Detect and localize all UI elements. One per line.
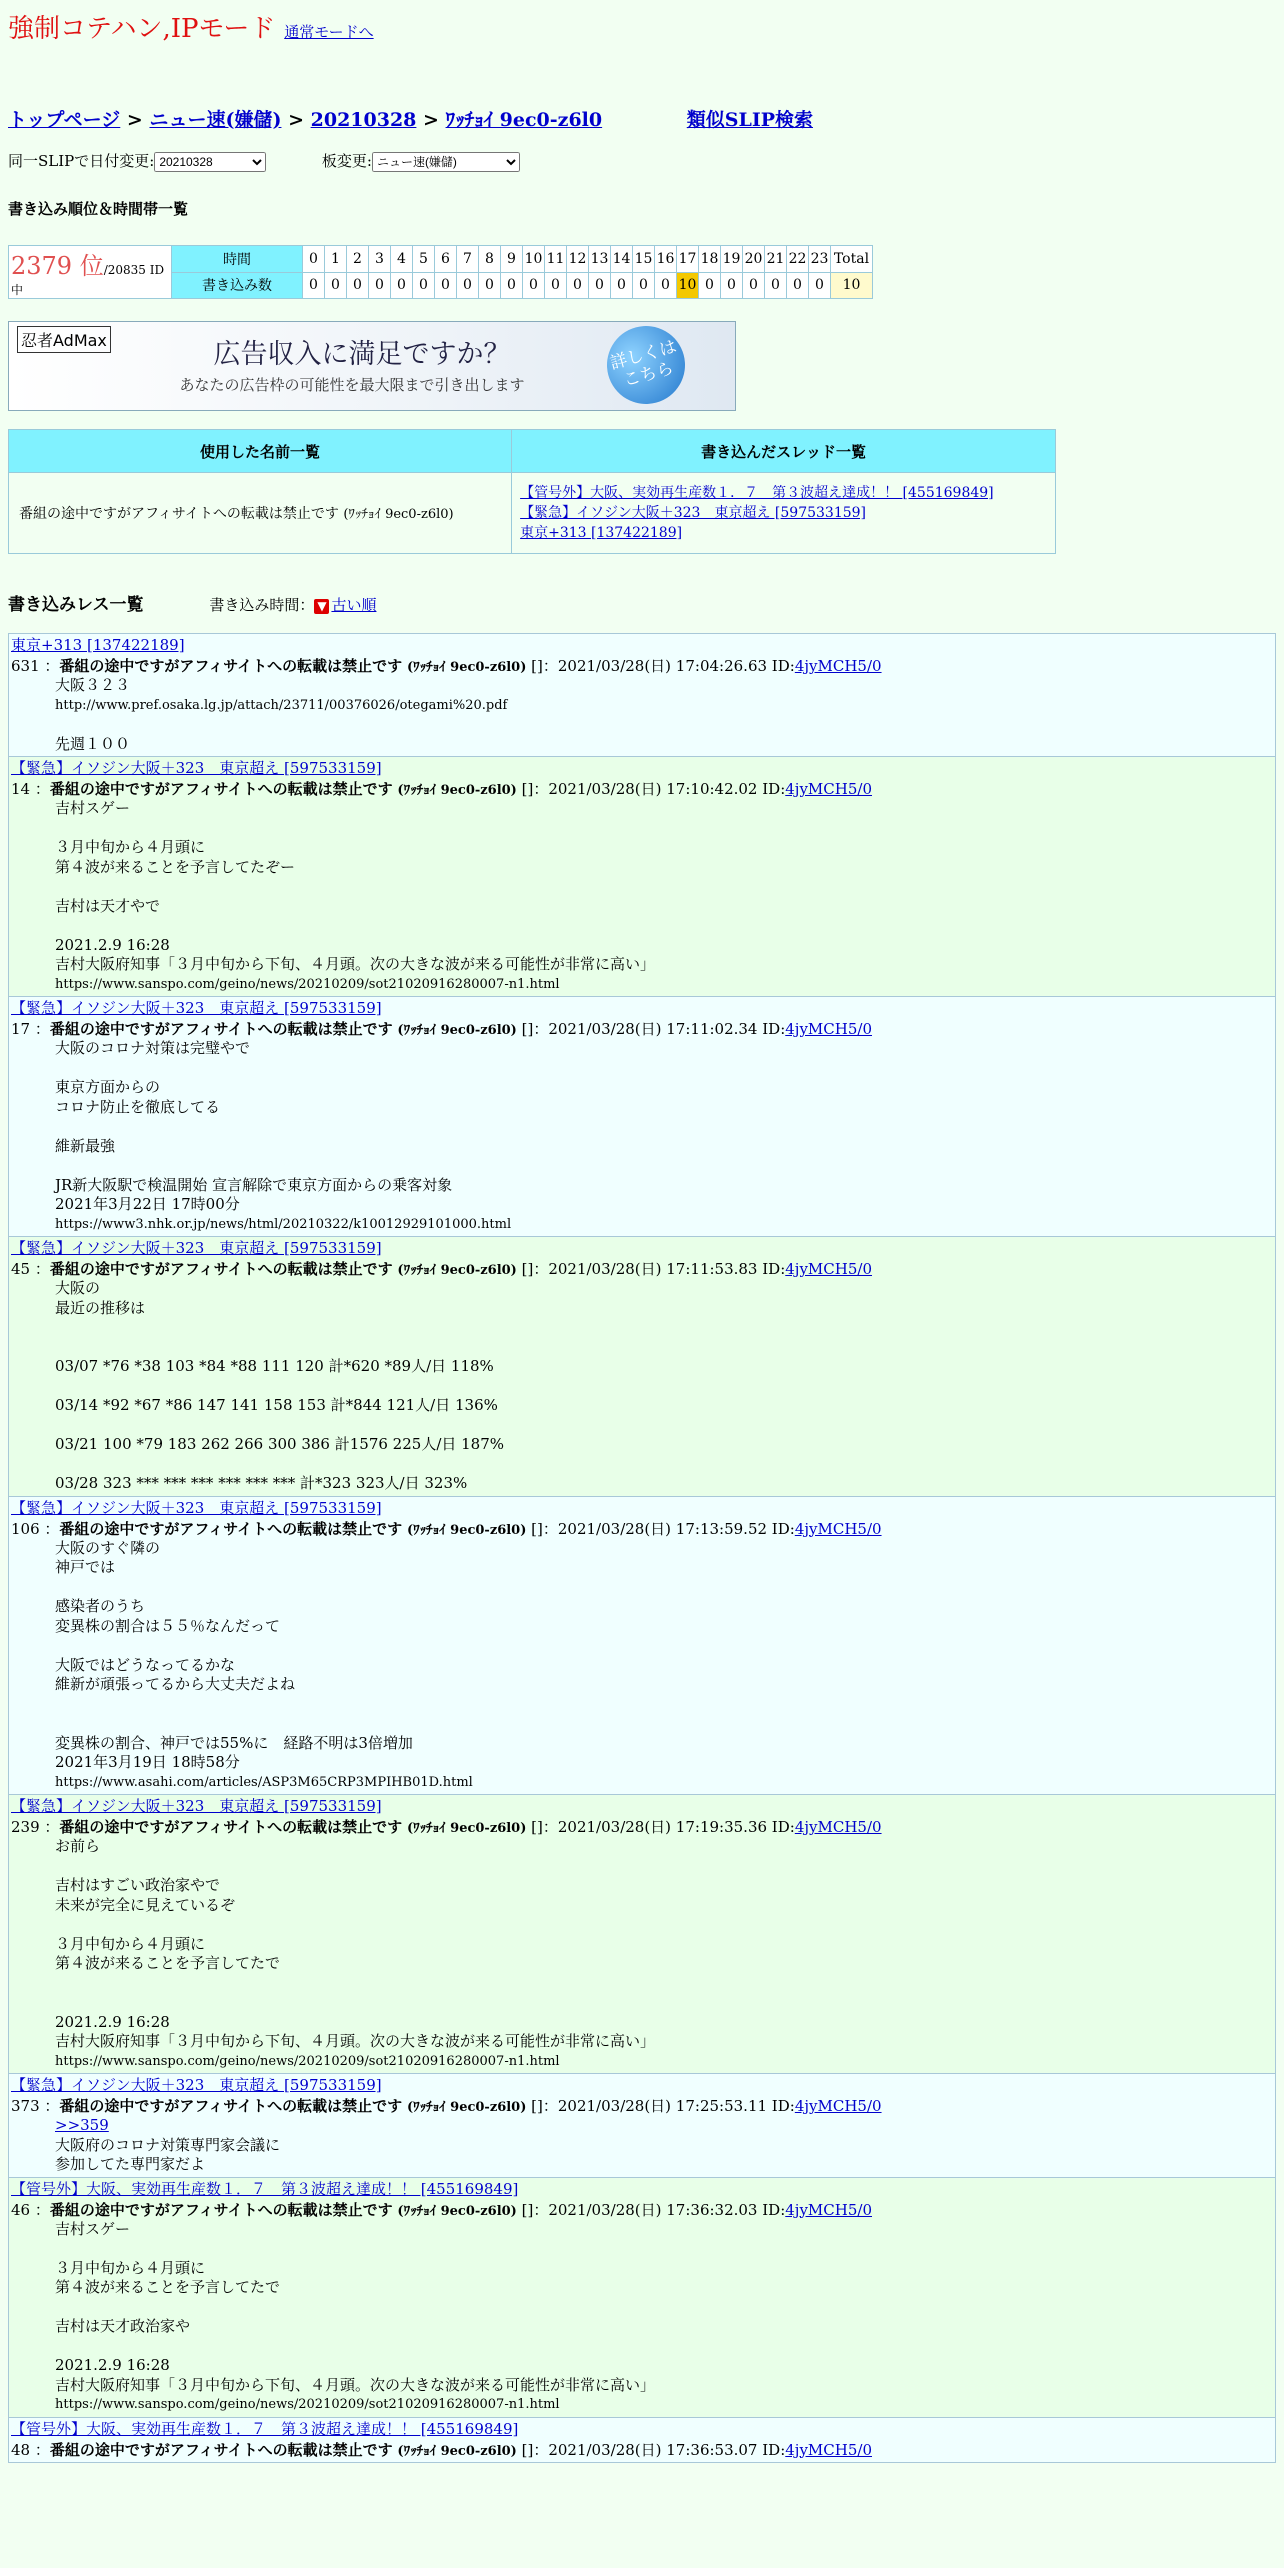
hour-count-cell: 0 [347, 272, 369, 299]
ad-logo: 忍者AdMax [17, 326, 111, 353]
post-line [55, 1416, 1273, 1436]
post-line: https://www.sanspo.com/geino/news/20210209/sot21020916280007-n1.html [55, 2397, 560, 2412]
hour-header-cell: 6 [435, 246, 457, 273]
post-header: 45 ：番組の途中ですがアフィサイトへの転載は禁止です (ﾜｯﾁｮｲ 9ec0-z6l0) []：2021/03/28(日) 17:11:53.83 ID:4jyMCH5/0 [11, 1260, 872, 1278]
breadcrumb-separator: > [288, 109, 304, 131]
hour-header-cell: 19 [721, 246, 743, 273]
hour-count-cell: 0 [589, 272, 611, 299]
post-line [55, 2337, 1273, 2357]
board-change-label: 板変更: [321, 152, 372, 170]
post-line: 維新が頑張ってるから大丈夫だよね [55, 1675, 296, 1693]
post-line: 03/28 323 *** *** *** *** *** *** 計*323 323人/日 323% [55, 1474, 468, 1492]
post-line: 吉村大阪府知事「３月中旬から下旬、４月頭。次の大きな波が来る可能性が非常に高い」 [55, 955, 656, 973]
post-line: 第４波が来ることを予言してたで [55, 2278, 281, 2296]
post-line: 2021.2.9 16:28 [55, 2012, 170, 2031]
post [8, 2418, 1276, 2463]
post-line: 吉村はすごい政治家やで [55, 1876, 221, 1894]
post-line [55, 1156, 1273, 1176]
post-line [55, 1636, 1273, 1656]
post-line: 変異株の割合は５５％なんだって [55, 1616, 281, 1635]
post-header: 17 ：番組の途中ですがアフィサイトへの転載は禁止です (ﾜｯﾁｮｲ 9ec0-z6l0) []：2021/03/28(日) 17:11:02.34 ID:4jyMCH5/0 [11, 1020, 872, 1038]
summary-table [8, 429, 1056, 554]
post-id-link[interactable]: 4jyMCH5/0 [794, 1519, 882, 1538]
breadcrumb-separator: > [423, 109, 439, 131]
threads-header: 書き込んだスレッド一覧 [512, 430, 1056, 473]
threads-cell [512, 473, 1056, 554]
post-line [55, 1993, 1273, 2013]
ad-subtext: あなたの広告枠の可能性を最大限まで引き出します [179, 376, 525, 394]
post-trip: (ﾜｯﾁｮｲ 9ec0-z6l0) [397, 2443, 517, 2459]
post-line: 03/21 100 *79 183 262 266 300 386 計1576 225人/日 187% [55, 1435, 505, 1453]
post-header: 631 ：番組の途中ですがアフィサイトへの転載は禁止です (ﾜｯﾁｮｲ 9ec0-z6l0) []：2021/03/28(日) 17:04:26.63 ID:4jyMCH5/0 [11, 657, 882, 675]
hour-header-cell: 14 [611, 246, 633, 273]
post-line: 感染者のうち [55, 1597, 146, 1615]
post-body [55, 1539, 1273, 1793]
post-name: 番組の途中ですがアフィサイトへの転載は禁止です [49, 780, 393, 798]
ranking-table [8, 245, 873, 299]
hour-count-cell: 0 [501, 272, 523, 299]
post-trip: (ﾜｯﾁｮｲ 9ec0-z6l0) [397, 1023, 517, 1038]
mode-title: 強制コテハン,IPモード [8, 14, 276, 44]
post-id-link[interactable]: 4jyMCH5/0 [785, 2200, 872, 2219]
hour-count-cell: 0 [391, 272, 413, 299]
post-line [55, 1318, 1273, 1338]
post-list [8, 633, 1276, 2463]
hour-count-cell: 0 [567, 272, 589, 299]
post-line: https://www.sanspo.com/geino/news/20210209/sot21020916280007-n1.html [55, 976, 560, 992]
post-header: 373 ：番組の途中ですがアフィサイトへの転載は禁止です (ﾜｯﾁｮｲ 9ec0-z6l0) []：2021/03/28(日) 17:25:53.11 ID:4jyMCH5/0 [11, 2097, 882, 2115]
hour-header-cell: 8 [479, 246, 501, 273]
post-body [55, 799, 1273, 994]
hour-count-cell: 0 [479, 272, 501, 299]
hour-header-cell: 2 [347, 246, 369, 273]
hour-count-cell: 0 [743, 272, 765, 299]
post-trip: (ﾜｯﾁｮｲ 9ec0-z6l0) [397, 783, 517, 798]
ad-banner[interactable] [8, 321, 736, 411]
post-id-link[interactable]: 4jyMCH5/0 [785, 1020, 872, 1038]
post-line [55, 1117, 1273, 1137]
post-thread-link[interactable]: 【管号外】大阪、実効再生産数１．７ 第３波超え達成！！ [455169849] [11, 2179, 519, 2198]
selectors [8, 150, 1276, 172]
post-line: 大阪のすぐ隣の [55, 1538, 161, 1557]
post-id-link[interactable]: 4jyMCH5/0 [794, 2097, 882, 2115]
similar-slip-search-link[interactable]: 類似SLIP検索 [686, 109, 813, 131]
post-name: 番組の途中ですがアフィサイトへの転載は禁止です [59, 1818, 403, 1836]
post-number: 14 [11, 780, 31, 798]
post-line: 最近の推移は [55, 1298, 146, 1317]
hour-count-cell: 0 [303, 272, 325, 299]
reply-anchor-link[interactable]: >>359 [55, 2116, 109, 2134]
post-thread-link[interactable]: 【緊急】イソジン大阪＋323 東京超え [597533159] [11, 2076, 382, 2094]
hour-count-cell: 0 [765, 272, 787, 299]
thread-link[interactable]: 【緊急】イソジン大阪＋323 東京超え [597533159] [520, 505, 867, 521]
post-date: []：2021/03/28(日) 17:11:53.83 ID: [521, 1260, 786, 1278]
post-body [55, 2116, 1273, 2175]
hour-header-cell: 23 [809, 246, 831, 273]
order-oldest-link[interactable]: 古い順 [331, 596, 377, 614]
post-thread-link[interactable]: 【緊急】イソジン大阪＋323 東京超え [597533159] [11, 1498, 382, 1517]
hour-count-cell: 0 [787, 272, 809, 299]
post-line [55, 819, 1273, 839]
post-line: 大阪３２３ [55, 676, 131, 694]
post-line [55, 1915, 1273, 1935]
hour-count-cell: 0 [699, 272, 721, 299]
breadcrumb-board[interactable]: ニュー速(嫌儲) [149, 109, 282, 131]
posts-title: 書き込みレス一覧 [8, 595, 144, 615]
post-thread-link[interactable]: 【緊急】イソジン大阪＋323 東京超え [597533159] [11, 1239, 382, 1257]
post-line [55, 2298, 1273, 2318]
breadcrumb [8, 105, 1276, 132]
post-name: 番組の途中ですがアフィサイトへの転載は禁止です [49, 1020, 393, 1038]
post-body [55, 1039, 1273, 1234]
post-header: 14 ：番組の途中ですがアフィサイトへの転載は禁止です (ﾜｯﾁｮｲ 9ec0-z6l0) []：2021/03/28(日) 17:10:42.02 ID:4jyMCH5/0 [11, 780, 872, 798]
post [8, 1795, 1276, 2074]
post-body [55, 676, 1273, 754]
post-line: 2021年3月22日 17時00分 [55, 1195, 240, 1213]
hour-count-cell: 0 [655, 272, 677, 299]
post-name: 番組の途中ですがアフィサイトへの転載は禁止です [59, 1519, 403, 1538]
board-select[interactable] [372, 152, 520, 172]
post-date: []：2021/03/28(日) 17:10:42.02 ID: [521, 780, 786, 798]
post-number: 48 [11, 2440, 31, 2459]
post-line [55, 1455, 1273, 1475]
post-thread-link[interactable]: 【緊急】イソジン大阪＋323 東京超え [597533159] [11, 759, 382, 777]
post-line: 03/07 *76 *38 103 *84 *88 111 120 計*620 *89人/日 118% [55, 1357, 494, 1375]
post [8, 1497, 1276, 1796]
hour-count-cell: 0 [633, 272, 655, 299]
post-line: 2021年3月19日 18時58分 [55, 1753, 240, 1771]
post-line [55, 2239, 1273, 2259]
hour-count-cell: 0 [325, 272, 347, 299]
post-id-link[interactable]: 4jyMCH5/0 [785, 780, 872, 798]
hour-header-cell: 12 [567, 246, 589, 273]
hour-header-cell: 20 [743, 246, 765, 273]
date-select[interactable] [154, 152, 266, 172]
post-line: 変異株の割合、神戸では55%に 経路不明は3倍増加 [55, 1733, 413, 1752]
post-line: 大阪のコロナ対策は完璧やで [55, 1039, 251, 1057]
post-line [55, 1714, 1273, 1734]
post-line [55, 916, 1273, 936]
post-line: 2021.2.9 16:28 [55, 2356, 170, 2374]
used-name: 番組の途中ですがアフィサイトへの転載は禁止です [19, 506, 339, 522]
rank-value: 2379 位 [11, 252, 104, 280]
hour-count-cell: 0 [435, 272, 457, 299]
post-number: 239 [11, 1818, 40, 1836]
post-date: []：2021/03/28(日) 17:11:02.34 ID: [521, 1020, 786, 1038]
post-date: []：2021/03/28(日) 17:36:53.07 ID: [521, 2440, 786, 2459]
hour-header-cell: 11 [545, 246, 567, 273]
post-line: 2021.2.9 16:28 [55, 935, 170, 954]
post [8, 997, 1276, 1237]
post-id-link[interactable]: 4jyMCH5/0 [785, 1260, 872, 1278]
count-row-label: 書き込み数 [172, 272, 303, 299]
breadcrumb-separator: > [126, 109, 143, 131]
hour-header-cell: 7 [457, 246, 479, 273]
post-trip: (ﾜｯﾁｮｲ 9ec0-z6l0) [397, 1263, 517, 1278]
post-line: http://www.pref.osaka.lg.jp/attach/23711/00376026/otegami%20.pdf [55, 697, 508, 713]
order-control [209, 596, 376, 614]
post-header: 48 ：番組の途中ですがアフィサイトへの転載は禁止です (ﾜｯﾁｮｲ 9ec0-z6l0) []：2021/03/28(日) 17:36:53.07 ID:4jyMCH5/0 [11, 2440, 872, 2459]
post-date: []：2021/03/28(日) 17:04:26.63 ID: [531, 657, 795, 675]
post-line [55, 715, 1273, 735]
hour-header-cell: 4 [391, 246, 413, 273]
hour-header-cell: 10 [523, 246, 545, 273]
used-trip: (ﾜｯﾁｮｲ 9ec0-z6l0) [343, 507, 454, 522]
hour-count-cell: 10 [831, 272, 873, 299]
hour-count-cell: 0 [545, 272, 567, 299]
post-line [55, 1857, 1273, 1877]
post-trip: (ﾜｯﾁｮｲ 9ec0-z6l0) [397, 2203, 517, 2219]
name-cell [9, 473, 512, 554]
post-line: 03/14 *92 *67 *86 147 141 158 153 計*844 121人/日 136% [55, 1396, 498, 1414]
post-thread-link[interactable]: 【緊急】イソジン大阪＋323 東京超え [597533159] [11, 999, 382, 1017]
post-line: ３月中旬から４月頭に [55, 2258, 206, 2277]
hour-header-cell: 15 [633, 246, 655, 273]
post-line: 参加してた専門家だよ [55, 2155, 206, 2173]
post-trip: (ﾜｯﾁｮｲ 9ec0-z6l0) [406, 660, 527, 675]
post-line: ３月中旬から４月頭に [55, 1934, 206, 1953]
normal-mode-link[interactable]: 通常モードへ [284, 23, 374, 41]
post-date: []：2021/03/28(日) 17:13:59.52 ID: [531, 1519, 795, 1538]
names-header: 使用した名前一覧 [9, 430, 512, 473]
post-line: 吉村スゲー [55, 2219, 131, 2238]
post [8, 634, 1276, 757]
post-line: お前ら [55, 1837, 101, 1855]
hour-header-cell: Total [831, 246, 873, 273]
post-line: 吉村スゲー [55, 799, 131, 817]
post-line: 大阪の [55, 1279, 101, 1297]
post-line: 吉村大阪府知事「３月中旬から下旬、４月頭。次の大きな波が来る可能性が非常に高い」 [55, 2032, 656, 2050]
post-header: 106 ：番組の途中ですがアフィサイトへの転載は禁止です (ﾜｯﾁｮｲ 9ec0-z6l0) []：2021/03/28(日) 17:13:59.52 ID:4jyMCH5/0 [11, 1519, 882, 1538]
post-line [55, 877, 1273, 897]
hour-header-cell: 17 [677, 246, 699, 273]
post-line [55, 1578, 1273, 1598]
mode-header [8, 8, 1276, 45]
post-thread-link[interactable]: 東京+313 [137422189] [11, 636, 185, 654]
rank-total: /20835 ID中 [11, 263, 165, 297]
post-body [55, 2220, 1273, 2415]
post [8, 2178, 1276, 2418]
post-line [55, 1059, 1273, 1079]
post-id-link[interactable]: 4jyMCH5/0 [794, 1818, 882, 1836]
post-header: 239 ：番組の途中ですがアフィサイトへの転載は禁止です (ﾜｯﾁｮｲ 9ec0-z6l0) []：2021/03/28(日) 17:19:35.36 ID:4jyMCH5/0 [11, 1818, 882, 1836]
post [8, 2074, 1276, 2178]
post-line: 大阪ではどうなってるかな [55, 1655, 236, 1674]
post-id-link[interactable]: 4jyMCH5/0 [785, 2440, 872, 2459]
post [8, 757, 1276, 997]
post-id-link[interactable]: 4jyMCH5/0 [794, 657, 882, 675]
hour-header-cell: 3 [369, 246, 391, 273]
ad-headline: 広告収入に満足ですか？ [213, 339, 511, 370]
post-trip: (ﾜｯﾁｮｲ 9ec0-z6l0) [406, 1821, 527, 1836]
hour-header-cell: 1 [325, 246, 347, 273]
hour-header-cell: 9 [501, 246, 523, 273]
post-body [55, 1279, 1273, 1494]
post-number: 373 [11, 2097, 40, 2115]
post-number: 46 [11, 2200, 31, 2219]
post-date: []：2021/03/28(日) 17:19:35.36 ID: [531, 1818, 795, 1836]
hour-count-cell: 0 [369, 272, 391, 299]
thread-link[interactable]: 【管号外】大阪、実効再生産数１．７ 第３波超え達成！！ [455169849] [520, 485, 994, 501]
post-number: 45 [11, 1260, 31, 1278]
post-line: 維新最強 [55, 1136, 116, 1155]
post-line: コロナ防止を徹底してる [55, 1097, 221, 1116]
post-thread-link[interactable]: 【緊急】イソジン大阪＋323 東京超え [597533159] [11, 1797, 382, 1815]
order-label: 書き込み時間： [209, 596, 315, 614]
posts-header [8, 590, 1276, 615]
ranking-title: 書き込み順位＆時間帯一覧 [8, 200, 189, 218]
post-trip: (ﾜｯﾁｮｲ 9ec0-z6l0) [406, 1522, 527, 1538]
post-date: []：2021/03/28(日) 17:25:53.11 ID: [531, 2097, 795, 2115]
hour-count-cell: 10 [677, 272, 699, 299]
post-trip: (ﾜｯﾁｮｲ 9ec0-z6l0) [406, 2100, 527, 2115]
post-line: ３月中旬から４月頭に [55, 838, 206, 856]
ad-details-button[interactable]: 詳しくは こちら [598, 317, 694, 413]
hour-header-cell: 0 [303, 246, 325, 273]
post-line: 吉村は天才やで [55, 896, 161, 915]
post-number: 631 [11, 657, 40, 675]
post-date: []：2021/03/28(日) 17:36:32.03 ID: [521, 2200, 786, 2219]
post-line: 東京方面からの [55, 1078, 161, 1096]
hour-count-cell: 0 [721, 272, 743, 299]
post-line: 第４波が来ることを予言してたぞー [55, 857, 296, 876]
post-line: 先週１００ [55, 734, 131, 753]
hour-header-cell: 16 [655, 246, 677, 273]
breadcrumb-top[interactable]: トップページ [8, 109, 121, 131]
post-line: https://www3.nhk.or.jp/news/html/20210322/k10012929101000.html [55, 1216, 512, 1232]
thread-link[interactable]: 東京+313 [137422189] [520, 525, 683, 541]
post-body [55, 1837, 1273, 2071]
hour-count-cell: 0 [611, 272, 633, 299]
post-line: https://www.sanspo.com/geino/news/20210209/sot21020916280007-n1.html [55, 2053, 560, 2069]
post-line: 吉村は天才政治家や [55, 2317, 191, 2335]
hour-count-cell: 0 [809, 272, 831, 299]
post-line: JR新大阪駅で検温開始 宣言解除で東京方面からの乗客対象 [55, 1175, 453, 1194]
post-name: 番組の途中ですがアフィサイトへの転載は禁止です [49, 2440, 393, 2459]
post-line: 吉村大阪府知事「３月中旬から下旬、４月頭。次の大きな波が来る可能性が非常に高い」 [55, 2375, 656, 2394]
post-header: 46 ：番組の途中ですがアフィサイトへの転載は禁止です (ﾜｯﾁｮｲ 9ec0-z6l0) []：2021/03/28(日) 17:36:32.03 ID:4jyMCH5/0 [11, 2200, 872, 2219]
hour-count-cell: 0 [523, 272, 545, 299]
post-line: 神戸では [55, 1558, 116, 1576]
post-name: 番組の途中ですがアフィサイトへの転載は禁止です [49, 2200, 393, 2219]
hour-count-cell: 0 [413, 272, 435, 299]
hour-header-cell: 5 [413, 246, 435, 273]
hour-header-cell: 18 [699, 246, 721, 273]
hour-count-cell: 0 [457, 272, 479, 299]
sort-down-icon[interactable]: ▼ [314, 599, 329, 614]
post-name: 番組の途中ですがアフィサイトへの転載は禁止です [59, 2097, 403, 2115]
post-number: 106 [11, 1519, 40, 1538]
post-line [55, 1974, 1273, 1994]
post-line: 大阪府のコロナ対策専門家会議に [55, 2135, 281, 2154]
time-row-label: 時間 [172, 246, 303, 273]
post-line [55, 1338, 1273, 1358]
hour-header-cell: 21 [765, 246, 787, 273]
post-name: 番組の途中ですがアフィサイトへの転載は禁止です [59, 657, 403, 675]
post-line [55, 1695, 1273, 1715]
post-number: 17 [11, 1020, 31, 1038]
rank-cell [9, 246, 172, 299]
post-line: https://www.asahi.com/articles/ASP3M65CRP3MPIHB01D.html [55, 1774, 473, 1790]
date-change-label: 同一SLIPで日付変更: [8, 152, 155, 170]
post-name: 番組の途中ですがアフィサイトへの転載は禁止です [49, 1260, 393, 1278]
post-line: 未来が完全に見えているぞ [55, 1895, 236, 1914]
hour-header-cell: 13 [589, 246, 611, 273]
post-thread-link[interactable]: 【管号外】大阪、実効再生産数１．７ 第３波超え達成！！ [455169849] [11, 2419, 519, 2438]
breadcrumb-slip[interactable]: ﾜｯﾁｮｲ 9ec0-z6l0 [445, 109, 603, 131]
breadcrumb-date[interactable]: 20210328 [310, 109, 417, 131]
hour-header-cell: 22 [787, 246, 809, 273]
post-line [55, 1377, 1273, 1397]
post-line: 第４波が来ることを予言してたで [55, 1954, 281, 1972]
post [8, 1237, 1276, 1497]
